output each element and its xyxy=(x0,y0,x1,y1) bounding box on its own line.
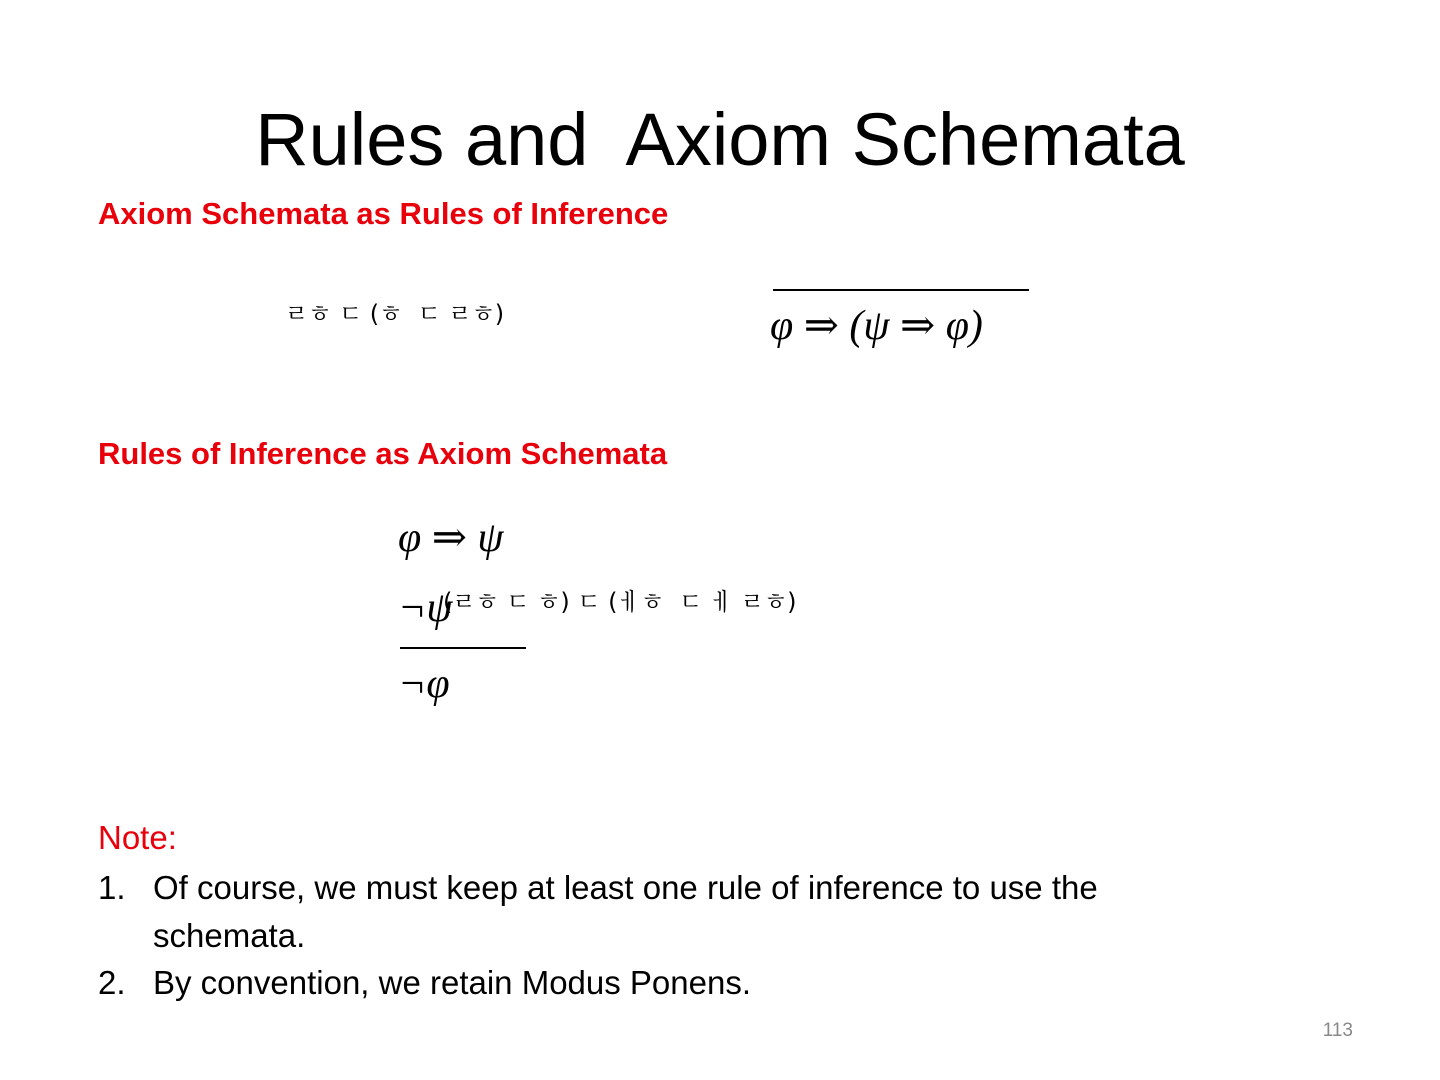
rule-premise-negation: ¬ψ xyxy=(398,585,453,631)
note-number: 2. xyxy=(98,964,126,1001)
garbled-schema-formula: (ㄹㅎ ㄷ ㅎ) ㄷ (ㅔㅎ ㄷ ㅔ ㄹㅎ) xyxy=(443,588,797,616)
inference-rule-bar xyxy=(773,289,1029,291)
section-heading-axiom-schemata: Axiom Schemata as Rules of Inference xyxy=(98,196,669,231)
note-number: 1. xyxy=(98,869,126,906)
note-label: Note: xyxy=(98,819,177,856)
note-text: Of course, we must keep at least one rule of inference to use the schemata. xyxy=(153,869,1098,954)
section-heading-rules-of-inference: Rules of Inference as Axiom Schemata xyxy=(98,436,668,471)
axiom-rule-conclusion: φ ⇒ (ψ ⇒ φ) xyxy=(770,303,983,349)
slide-title: Rules and Axiom Schemata xyxy=(255,98,1185,181)
note-text: By convention, we retain Modus Ponens. xyxy=(153,964,752,1001)
rule-conclusion-negation: ¬φ xyxy=(398,661,450,707)
rule-premise-implication: φ ⇒ ψ xyxy=(398,515,504,561)
page-number: 113 xyxy=(1322,1020,1353,1041)
garbled-axiom-formula: ㄹㅎ ㄷ (ㅎ ㄷ ㄹㅎ) xyxy=(285,300,505,328)
modus-tollens-rule-bar xyxy=(400,647,526,649)
